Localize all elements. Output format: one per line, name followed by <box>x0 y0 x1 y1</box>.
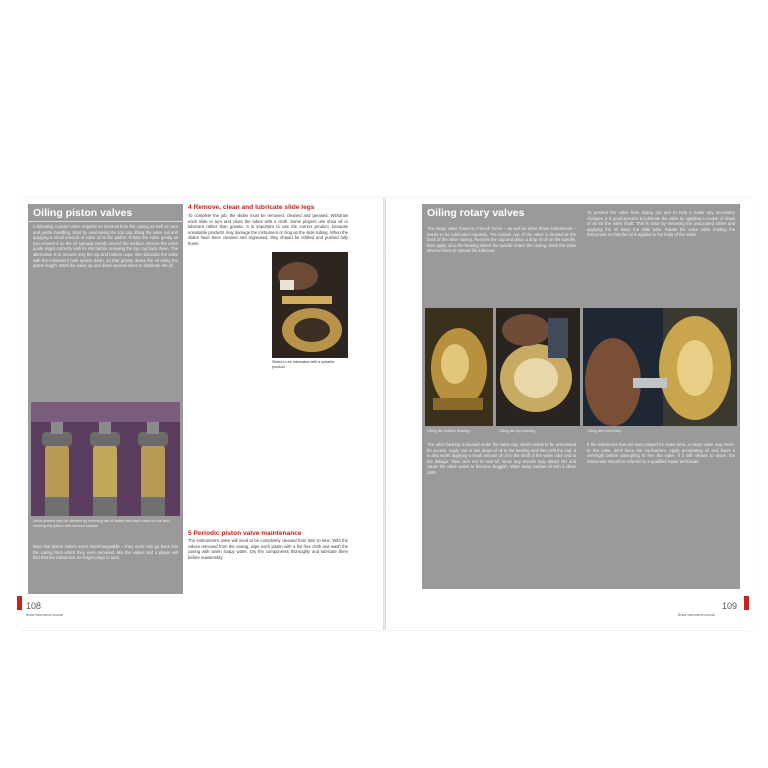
rotary-caption-3: Oiling the rotor body. <box>587 429 622 433</box>
section5-heading: 5 Periodic piston valve maintenance <box>188 530 302 537</box>
section5-body: The instrument's valve will need to be completely cleaned from time to time. With the valves removed from the casing, wipe each piston with a lint free cloth and wash the casing with warm soapy water. Dry the components thoroughly and lubricate them before reassembly. <box>188 538 348 560</box>
piston-valves-bottom-text: Note that piston valves aren't interchangeable – they must only go back into the casing from which they were removed. Mix the valves and a player will find that the instrument no longer plays in tune. <box>33 544 178 561</box>
rotary-photo-1 <box>425 308 493 426</box>
left-page-number: 108 <box>26 601 42 611</box>
rotary-valves-title: Oiling rotary valves <box>427 207 525 219</box>
rotary-intro-left: The rotary valve found on French horns – as well as other brass instruments – needs to be lubricated regularly. The bottom cap of the valve is located at the back of the valve casing. Remove the cap and place a drop of oil on the spindle, then apply oil to the bearing where the spindle enters the casing. Work the valve several times to spread the lubricant. <box>427 226 576 254</box>
rotary-photo-2 <box>496 308 580 426</box>
slide-inset-caption: Slides to be lubricated with a suitable product. <box>272 360 335 369</box>
left-page-footer: Brass instruments manual <box>26 613 63 617</box>
section5 <box>188 530 348 584</box>
rotary-intro-right: To prevent the valve from drying out and to help it make any necessary changes, it is good practice to lubricate the valve by applying a couple of drops of oil via the valve shaft. This is done by removing the associated slides and applying the oil down the slide tube. Rotate the valve while holding the instrument so that the oil is applied to the body of the valve. <box>587 210 735 238</box>
right-page-marker <box>744 596 749 610</box>
piston-valves-photo <box>31 402 180 516</box>
rotary-valves-panel <box>422 204 740 589</box>
piston-valves-body: Lubricating a piston valve requires its removal from the casing as well as care and gentle handling. Start by unscrewing the top cap, lifting the valve out and applying a small amount of valve oil to the piston. Rotate the valve gently as you reinsert it so the oil spreads evenly around the surface. Ensure the valve guide aligns correctly with its slot before screwing the top cap back down. The alternative is to remove only the top and bottom caps, then lubricate the valve with the instrument held upside down, so that gravity draws the oil along the piston length. Work the valve up and down several times to distribute the oil. <box>33 224 178 269</box>
section4-heading: 4 Remove, clean and lubricate slide legs <box>188 204 315 211</box>
piston-valves-photo-caption: Valve pistons can be cleaned by inserting the oil bottle into each valve in turn and working the piston with several strokes. <box>33 519 170 528</box>
slide-inset-photo <box>272 252 348 358</box>
rotary-caption-2: Oiling the top bearing. <box>499 429 537 433</box>
rotary-caption-1: Oiling the bottom bearing. <box>427 429 471 433</box>
right-page-footer: Brass instruments manual <box>678 613 715 617</box>
piston-valves-panel <box>28 204 183 594</box>
right-page-number: 109 <box>722 601 738 611</box>
rotary-photo-3 <box>583 308 737 426</box>
section4-body: To complete the job, the slides must be removed, cleaned and greased. Withdraw each slide in turn and clean the tubes with a cloth. Some players use shea oil or lubricant rather than grease. It is important to use the correct product, because unsuitable products may damage the instrument or clog up the slide tubing. When the slides have been cleaned and regreased, they should be refitted and pushed fully home. <box>188 213 348 246</box>
rotary-body-right: If the instrument has not been played for some time, a rotary valve may seize. In this case, don't force the mechanism. Apply penetrating oil and leave it overnight before attempting to free the valve. If it still refuses to move, the instrument should be referred to a qualified repair technician. <box>587 442 735 464</box>
left-page-marker <box>17 596 22 610</box>
rotary-body-left: The other bearing is located under the valve cap, which needs to be unscrewed for access. Apply one or two drops of oil to the bearing and then refit the cap. It is also worth applying a small amount of oil to the shaft of the valve rotor and to the linkage. Take care not to over-oil, since any excess may attract dirt and cause the valve action to become sluggish. Wipe away surplus oil with a clean cloth. <box>427 442 576 475</box>
piston-valves-title: Oiling piston valves <box>28 204 183 222</box>
